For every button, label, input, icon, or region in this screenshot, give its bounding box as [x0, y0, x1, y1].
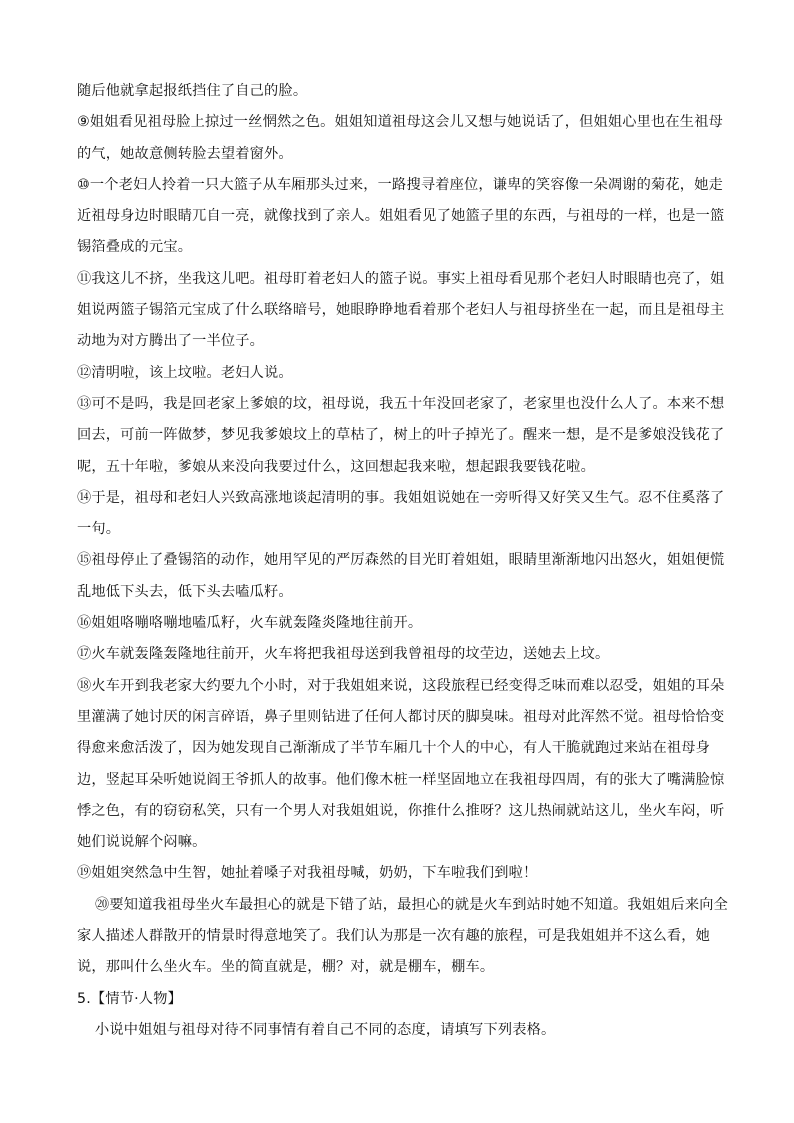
- text-line: 一句。: [77, 521, 121, 538]
- paragraph-14-line: ⑭于是，祖母和老妇人兴致高涨地谈起清明的事。我姐姐说她在一旁听得又好笑又生气。忍不住奚落了: [77, 489, 725, 506]
- paragraph-11-line: ⑪我这儿不挤，坐我这儿吧。祖母盯着老妇人的篮子说。事实上祖母看见那个老妇人时眼睛也亮了，姐: [77, 270, 725, 287]
- paragraph-13-line: ⑬可不是吗，我是回老家上爹娘的坟，祖母说，我五十年没回老家了，老家里也没什么人了。本来不想: [77, 395, 725, 412]
- text-line: 锡箔叠成的元宝。: [77, 239, 193, 256]
- question-prompt: 小说中姐姐与祖母对待不同事情有着自己不同的态度，请填写下列表格。: [95, 1021, 556, 1038]
- text-line: 边，竖起耳朵听她说阎王爷抓人的故事。他们像木桩一样坚固地立在我祖母四周，有的张大了嘴满脸惊: [77, 771, 725, 788]
- text-line: 家人描述人群散开的情景时得意地笑了。我们认为那是一次有趣的旅程，可是我姐姐并不这么看，她: [77, 928, 711, 945]
- document-page: [77, 76, 729, 1046]
- paragraph-15-line: ⑮祖母停止了叠锡箔的动作，她用罕见的严厉森然的目光盯着姐姐，眼睛里渐渐地闪出怒火，姐姐便慌: [77, 552, 725, 569]
- text-line: 姐说两篮子锡箔元宝成了什么联络暗号，她眼睁睁地看着那个老妇人与祖母挤坐在一起，而且是祖母主: [77, 302, 725, 319]
- paragraph-16-line: ⑯姐姐咯嘣咯嘣地嗑瓜籽，火车就轰隆炎隆地往前开。: [77, 615, 423, 632]
- paragraph-19-line: ⑲姐姐突然急中生智，她扯着嗓子对我祖母喊，奶奶，下车啦我们到啦！: [77, 865, 538, 882]
- text-line: 里灌满了她讨厌的闲言碎语，鼻子里则钻进了任何人都讨厌的脚臭味。祖母对此浑然不觉。祖母恰恰变: [77, 708, 725, 725]
- text-line: 动地为对方腾出了一半位子。: [77, 333, 265, 350]
- paragraph-9-line: ⑨姐姐看见祖母脸上掠过一丝惘然之色。姐姐知道祖母这会儿又想与她说话了，但姐姐心里也在生祖母: [77, 114, 723, 131]
- paragraph-17-line: ⑰火车就轰隆轰隆地往前开，火车将把我祖母送到我曾祖母的坟茔边，送她去上坟。: [77, 646, 610, 663]
- paragraph-20-line: ⑳要知道我祖母坐火车最担心的就是下错了站，最担心的就是火车到站时她不知道。我姐姐后来向全: [95, 896, 729, 913]
- text-line: 随后他就拿起报纸挡住了自己的脸。: [77, 83, 308, 99]
- text-line: 悸之色，有的窃窃私笑，只有一个男人对我姐姐说，你推什么推呀？这儿热闹就站这儿，坐火车闷，听: [77, 802, 725, 819]
- text-line: 得愈来愈活泼了，因为她发现自己渐渐成了半节车厢几十个人的中心，有人干脆就跑过来站在祖母身: [77, 740, 711, 757]
- question-label: 5.【情节·人物】: [77, 990, 182, 1007]
- paragraph-18-line: ⑱火车开到我老家大约要九个小时，对于我姐姐来说，这段旅程已经变得乏味而难以忍受，姐姐的耳朵: [77, 677, 725, 694]
- text-line: 近祖母身边时眼睛兀自一亮，就像找到了亲人。姐姐看见了她篮子里的东西，与祖母的一样，也是一篮: [77, 208, 725, 225]
- text-line: 的气，她故意侧转脸去望着窗外。: [77, 145, 293, 162]
- text-line: 呢，五十年啦，爹娘从来没向我要过什么，这回想起我来啦，想起跟我要钱花啦。: [77, 458, 595, 475]
- text-line: 乱地低下头去，低下头去嗑瓜籽。: [77, 583, 293, 600]
- text-line: 说，那叫什么坐火车。坐的简直就是，棚？对，就是棚车，棚车。: [77, 959, 495, 976]
- text-line: 她们说说解个闷嘛。: [77, 834, 207, 851]
- paragraph-12-line: ⑫清明啦，该上坟啦。老妇人说。: [77, 364, 293, 381]
- paragraph-10-line: ⑩一个老妇人拎着一只大篮子从车厢那头过来，一路搜寻着座位，谦卑的笑容像一朵凋谢的菊花，她走: [77, 176, 723, 193]
- text-line: 回去，可前一阵做梦，梦见我爹娘坟上的草枯了，树上的叶子掉光了。醒来一想，是不是爹娘没钱花了: [77, 427, 725, 444]
